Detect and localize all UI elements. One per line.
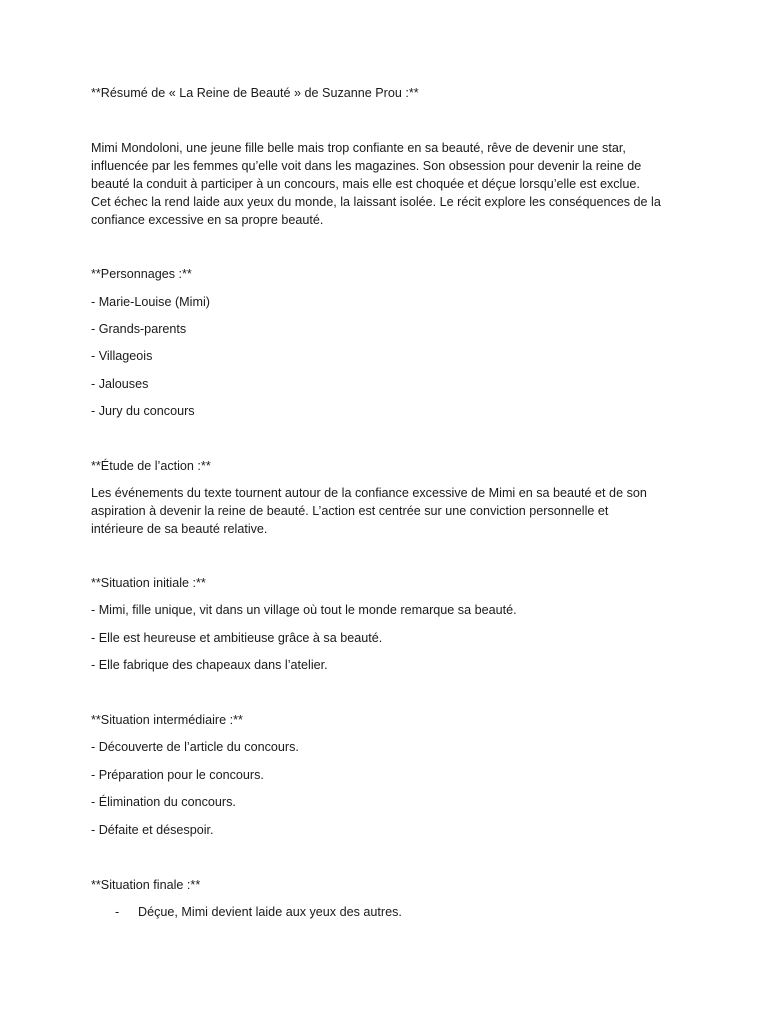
list-item: - Villageois	[91, 349, 153, 363]
summary-line: Cet échec la rend laide aux yeux du monde, la laissant isolée. Le récit explore les conséquences de la	[91, 195, 661, 209]
summary-line: beauté la conduit à participer à un concours, mais elle est choquée et déçue lorsqu’elle est exclue.	[91, 177, 640, 191]
summary-line: Mimi Mondoloni, une jeune fille belle mais trop confiante en sa beauté, rêve de devenir une star,	[91, 141, 626, 155]
list-item: - Jury du concours	[91, 404, 195, 418]
list-dash: -	[115, 905, 120, 919]
list-item-text: Déçue, Mimi devient laide aux yeux des autres.	[138, 905, 402, 919]
etude-line: Les événements du texte tournent autour de la confiance excessive de Mimi en sa beauté et de son	[91, 486, 647, 500]
initiale-heading: **Situation initiale :**	[91, 576, 206, 590]
etude-paragraph	[91, 484, 647, 538]
list-item: - Découverte de l’article du concours.	[91, 740, 299, 754]
list-item: - Marie-Louise (Mimi)	[91, 295, 210, 309]
etude-line: aspiration à devenir la reine de beauté. L’action est centrée sur une conviction personnelle et	[91, 504, 609, 518]
etude-heading: **Étude de l’action :**	[91, 459, 211, 473]
list-item: - Elle est heureuse et ambitieuse grâce à sa beauté.	[91, 631, 383, 645]
list-item: - Elle fabrique des chapeaux dans l’atelier.	[91, 658, 328, 672]
summary-line: confiance excessive en sa propre beauté.	[91, 213, 324, 227]
finale-heading: **Situation finale :**	[91, 878, 201, 892]
etude-line: intérieure de sa beauté relative.	[91, 522, 268, 536]
summary-line: influencée par les femmes qu’elle voit dans les magazines. Son obsession pour devenir la reine de	[91, 159, 642, 173]
list-item: - Jalouses	[91, 377, 149, 391]
personnages-heading: **Personnages :**	[91, 267, 192, 281]
list-item: - Défaite et désespoir.	[91, 823, 214, 837]
intermediaire-heading: **Situation intermédiaire :**	[91, 713, 243, 727]
list-item: - Préparation pour le concours.	[91, 768, 264, 782]
summary-paragraph	[91, 139, 661, 229]
list-item: - Grands-parents	[91, 322, 187, 336]
list-item: - Élimination du concours.	[91, 795, 236, 809]
document-title: **Résumé de « La Reine de Beauté » de Suzanne Prou :**	[91, 86, 419, 100]
list-item	[91, 903, 402, 921]
list-item: - Mimi, fille unique, vit dans un village où tout le monde remarque sa beauté.	[91, 603, 517, 617]
